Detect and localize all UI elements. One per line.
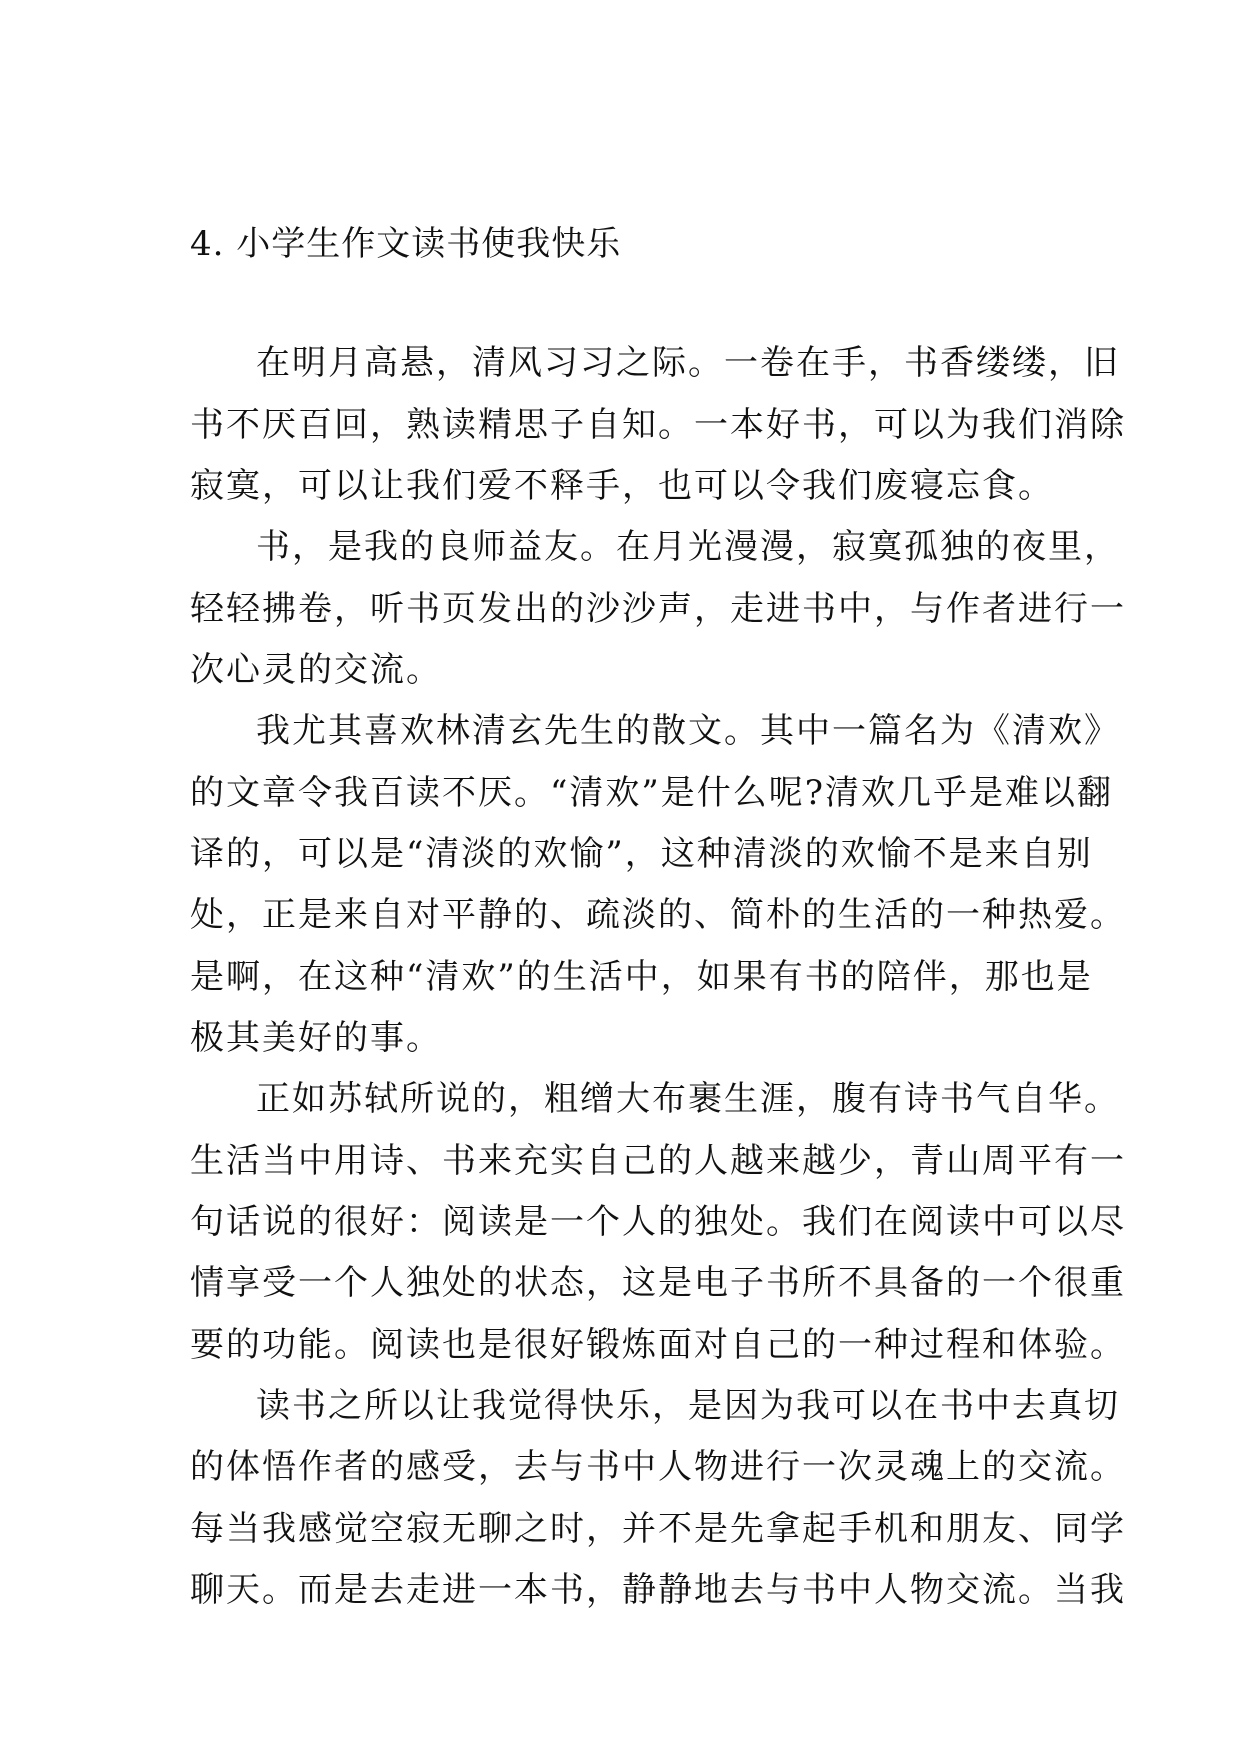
text-line: 是啊，在这种“清欢”的生活中，如果有书的陪伴，那也是	[190, 957, 1093, 997]
text-line: 读书之所以让我觉得快乐，是因为我可以在书中去真切	[256, 1386, 1120, 1426]
text-line: 处，正是来自对平静的、疏淡的、简朴的生活的一种热爱。	[190, 895, 1126, 935]
text-line: 每当我感觉空寂无聊之时，并不是先拿起手机和朋友、同学	[190, 1509, 1126, 1549]
text-line: 句话说的很好：阅读是一个人的独处。我们在阅读中可以尽	[190, 1202, 1126, 1242]
text-line: 的文章令我百读不厌。“清欢”是什么呢?清欢几乎是难以翻	[190, 773, 1113, 813]
text-line: 聊天。而是去走进一本书，静静地去与书中人物交流。当我	[190, 1570, 1126, 1610]
text-line: 译的，可以是“清淡的欢愉”，这种清淡的欢愉不是来自别	[190, 834, 1093, 874]
text-line: 在明月高悬，清风习习之际。一卷在手，书香缕缕，旧	[256, 343, 1120, 383]
text-line: 书，是我的良师益友。在月光漫漫，寂寞孤独的夜里，	[256, 527, 1120, 567]
text-line: 我尤其喜欢林清玄先生的散文。其中一篇名为《清欢》	[256, 711, 1120, 751]
text-line: 寂寞，可以让我们爱不释手，也可以令我们废寝忘食。	[190, 466, 1054, 506]
document-title: 4. 小学生作文读书使我快乐	[190, 224, 622, 264]
text-line: 正如苏轼所说的，粗缯大布裹生涯，腹有诗书气自华。	[256, 1079, 1120, 1119]
text-line: 的体悟作者的感受，去与书中人物进行一次灵魂上的交流。	[190, 1447, 1126, 1487]
text-line: 次心灵的交流。	[190, 650, 442, 690]
text-line: 轻轻拂卷，听书页发出的沙沙声，走进书中，与作者进行一	[190, 589, 1126, 629]
text-line: 要的功能。阅读也是很好锻炼面对自己的一种过程和体验。	[190, 1325, 1126, 1365]
text-line: 极其美好的事。	[190, 1018, 442, 1058]
text-line: 书不厌百回，熟读精思子自知。一本好书，可以为我们消除	[190, 405, 1126, 445]
text-line: 情享受一个人独处的状态，这是电子书所不具备的一个很重	[190, 1263, 1126, 1303]
text-line: 生活当中用诗、书来充实自己的人越来越少，青山周平有一	[190, 1141, 1126, 1181]
